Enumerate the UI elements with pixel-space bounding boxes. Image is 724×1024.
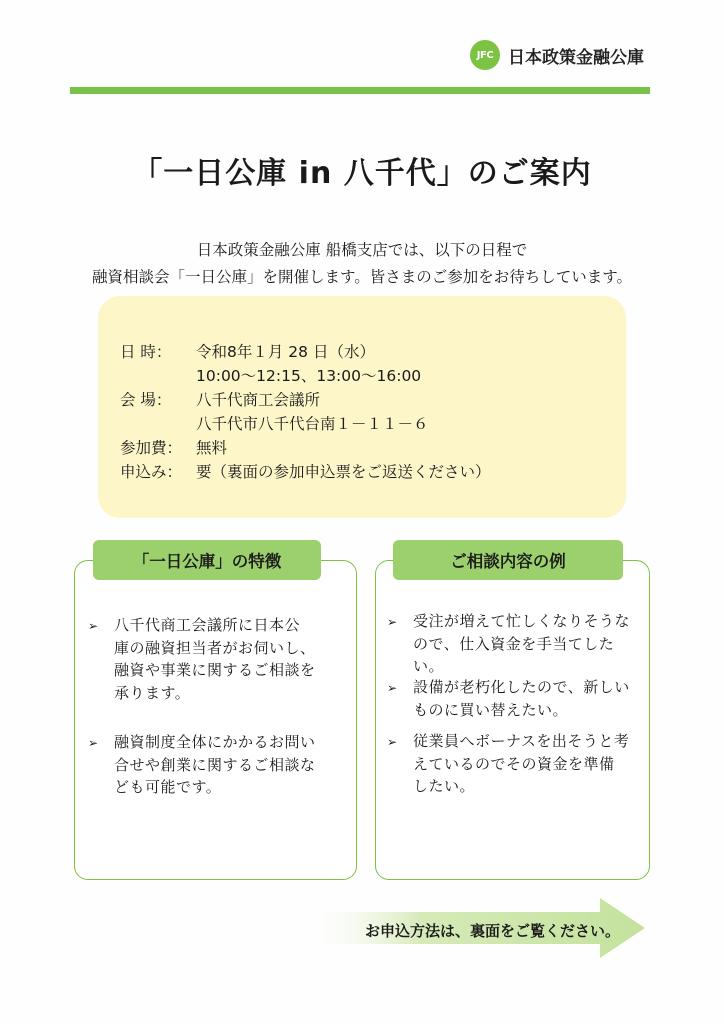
apply-row	[120, 460, 491, 484]
arrow-bullet-icon: ➢	[387, 615, 398, 629]
jfc-logo	[470, 40, 644, 70]
time-row	[120, 364, 421, 388]
header-divider	[70, 87, 650, 94]
feature-item: ➢ 八千代商工会議所に日本公 庫の融資担当者がお伺いし、 融資や事業に関するご相談を 承ります。	[88, 614, 348, 704]
feature-item: ➢ 融資制度全体にかかるお問い 合せや創業に関するご相談な ども可能です。	[88, 731, 348, 799]
fee-row	[120, 436, 227, 460]
apply-value: 要（裏面の参加申込票をご返送ください）	[196, 463, 491, 481]
date-label: 日 時：	[120, 343, 172, 361]
arrow-bullet-icon: ➢	[387, 735, 398, 749]
event-info-box	[98, 296, 626, 518]
address-value: 八千代市八千代台南１－１１－６	[196, 415, 429, 433]
fee-label: 参加費：	[120, 439, 183, 457]
venue-row	[120, 388, 320, 412]
application-note: お申込方法は、裏面をご覧ください。	[364, 922, 620, 940]
fee-value: 無料	[196, 439, 228, 457]
arrow-bullet-icon: ➢	[88, 619, 99, 633]
date-value: 令和8年１月 28 日（水）	[196, 343, 375, 361]
page-title: 「一日公庫 in 八千代」のご案内	[132, 156, 592, 191]
features-heading: 「一日公庫」の特徴	[93, 540, 321, 580]
arrow-bullet-icon: ➢	[387, 681, 398, 695]
apply-label: 申込み：	[120, 463, 183, 481]
example-item: ➢ 受注が増えて忙しくなりそうな ので、仕入資金を手当てした い。	[387, 610, 642, 678]
date-row	[120, 340, 375, 364]
organization-name: 日本政策金融公庫	[508, 47, 644, 68]
time-value: 10:00～12:15、13:00～16:00	[196, 367, 422, 385]
venue-label: 会 場：	[120, 391, 172, 409]
venue-value: 八千代商工会議所	[196, 391, 321, 409]
example-item: ➢ 設備が老朽化したので、新しい ものに買い替えたい。	[387, 676, 642, 721]
intro-line-1: 日本政策金融公庫 船橋支店では、以下の日程で	[196, 241, 528, 259]
jfc-logo-icon: JFC	[470, 40, 500, 70]
intro-text	[0, 237, 724, 291]
intro-line-2: 融資相談会「一日公庫」を開催します。皆さまのご参加をお待ちしています。	[91, 268, 633, 286]
arrow-bullet-icon: ➢	[88, 736, 99, 750]
features-card	[74, 560, 357, 880]
example-item: ➢ 従業員へボーナスを出そうと考 えているのでその資金を準備 したい。	[387, 730, 642, 798]
examples-heading: ご相談内容の例	[393, 540, 623, 580]
address-row	[120, 412, 429, 436]
